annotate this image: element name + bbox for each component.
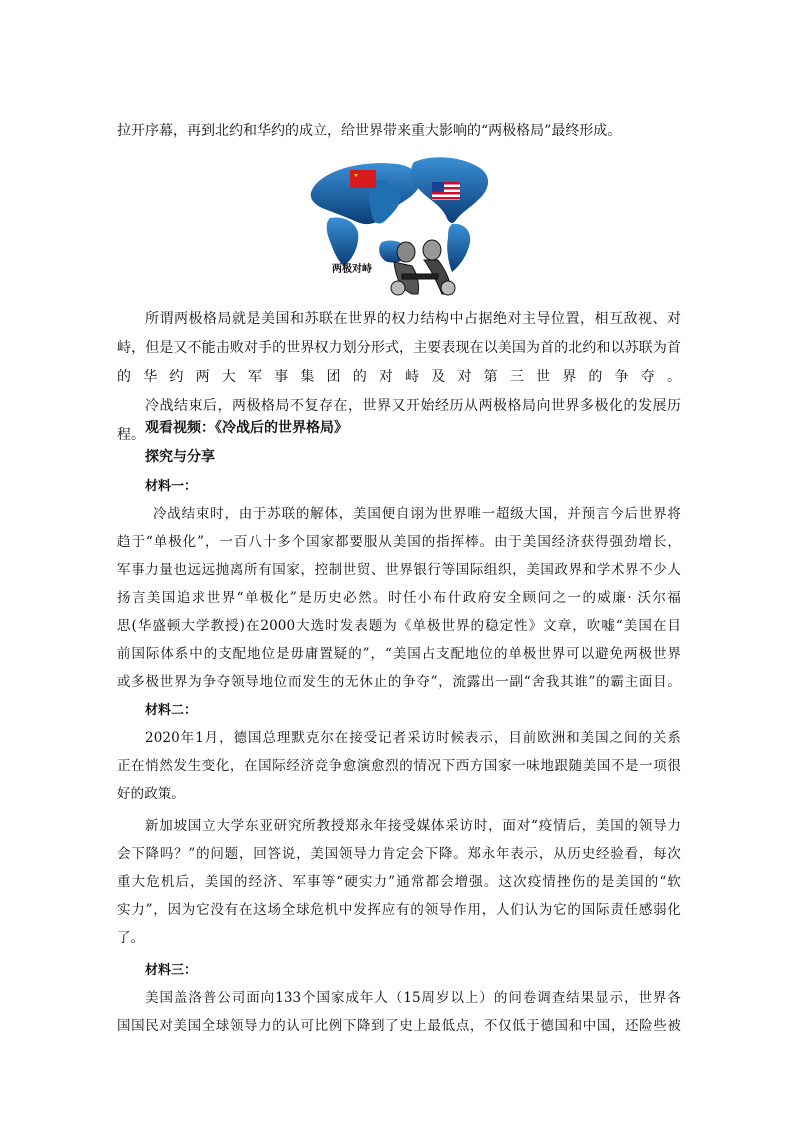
material3-line: 美国盖洛普公司面向133个国家成年人（15周岁以上）的问卷调查结果显示，世界各 bbox=[145, 990, 681, 1006]
usa-flag bbox=[432, 182, 460, 200]
ussr-flag bbox=[350, 170, 376, 188]
material1-line: 趋于“单极化”，一百八十多个国家都要服从美国的指挥棒。由于美国经济获得强劲增长， bbox=[117, 534, 681, 550]
material2-line: 好的政策。 bbox=[117, 786, 185, 802]
material2-line: 实力”，因为它没有在这场全球危机中发挥应有的领导作用，人们认为它的国际责任感弱化 bbox=[117, 902, 681, 918]
material1-title: 材料一： bbox=[145, 479, 198, 494]
material2-line: 了。 bbox=[117, 930, 145, 946]
material1-line: 军事力量也远远抛离所有国家，控制世贸、世界银行等国际组织，美国政界和学术界不少人 bbox=[117, 562, 681, 578]
intro-line: 拉开序幕，再到北约和华约的成立，给世界带来重大影响的“两极格局”最终形成。 bbox=[117, 123, 622, 139]
video-heading: 观看视频：《冷战后的世界格局》 bbox=[145, 420, 348, 436]
material3-title: 材料三： bbox=[145, 963, 198, 978]
paragraph-post-cold-war: 冷战结束后，两极格局不复存在，世界又开始经历从两极格局向世界多极化的发展历程。 bbox=[117, 398, 681, 443]
material1-line: 思(华盛顿大学教授)在2000大选时发表题为《单极世界的稳定性》文章，吹嘘“美国在目 bbox=[117, 618, 681, 634]
material2-line: 2020年1月，德国总理默克尔在接受记者采访时候表示，目前欧洲和美国之间的关系 bbox=[145, 730, 681, 746]
arm-wrestling-figures bbox=[391, 240, 455, 295]
explore-heading: 探究与分享 bbox=[145, 449, 215, 465]
material1-line: 冷战结束时，由于苏联的解体，美国便自诩为世界唯一超级大国，并预言今后世界将 bbox=[153, 506, 681, 522]
figure-caption: 两极对峙 bbox=[332, 264, 372, 275]
material1-line: 前国际体系中的支配地位是毋庸置疑的”，“美国占支配地位的单极世界可以避免两极世界 bbox=[117, 646, 681, 662]
material2-line: 正在悄然发生变化，在国际经济竞争愈演愈烈的情况下西方国家一味地跟随美国不是一项很 bbox=[117, 758, 681, 774]
material2-line: 新加坡国立大学东亚研究所教授郑永年接受媒体采访时，面对“疫情后，美国的领导力 bbox=[145, 818, 681, 834]
material2-line: 会下降吗？”的问题，回答说，美国领导力肯定会下降。郑永年表示，从历史经验看，每次 bbox=[117, 846, 681, 862]
bipolar-figure bbox=[302, 150, 498, 298]
material2-title: 材料二： bbox=[145, 703, 198, 718]
material1-line: 或多极世界为争夺领导地位而发生的无休止的争夺”，流露出一副“舍我其谁”的霸主面目。 bbox=[117, 674, 681, 690]
material2-line: 重大危机后，美国的经济、军事等“硬实力”通常都会增强。这次疫情挫伤的是美国的“软 bbox=[117, 874, 681, 890]
south-america-shape bbox=[447, 224, 470, 272]
material1-line: 扬言美国追求世界“单极化”是历史必然。时任小布什政府安全顾问之一的威廉· 沃尔福 bbox=[117, 590, 681, 606]
world-map-illustration bbox=[302, 150, 498, 298]
africa-shape bbox=[327, 218, 359, 266]
material3-line: 国国民对美国全球领导力的认可比例下降到了史上最低点，不仅低于德国和中国，还险些被 bbox=[117, 1018, 681, 1034]
paragraph-bipolar-definition: 所谓两极格局就是美国和苏联在世界的权力结构中占据绝对主导位置，相互敌视、对峙，但是又不能击败对手的世界权力划分形式，主要表现在以美国为首的北约和以苏联为首的华约两大军事集团的对峙及对第三世界的争夺。 bbox=[117, 311, 681, 385]
